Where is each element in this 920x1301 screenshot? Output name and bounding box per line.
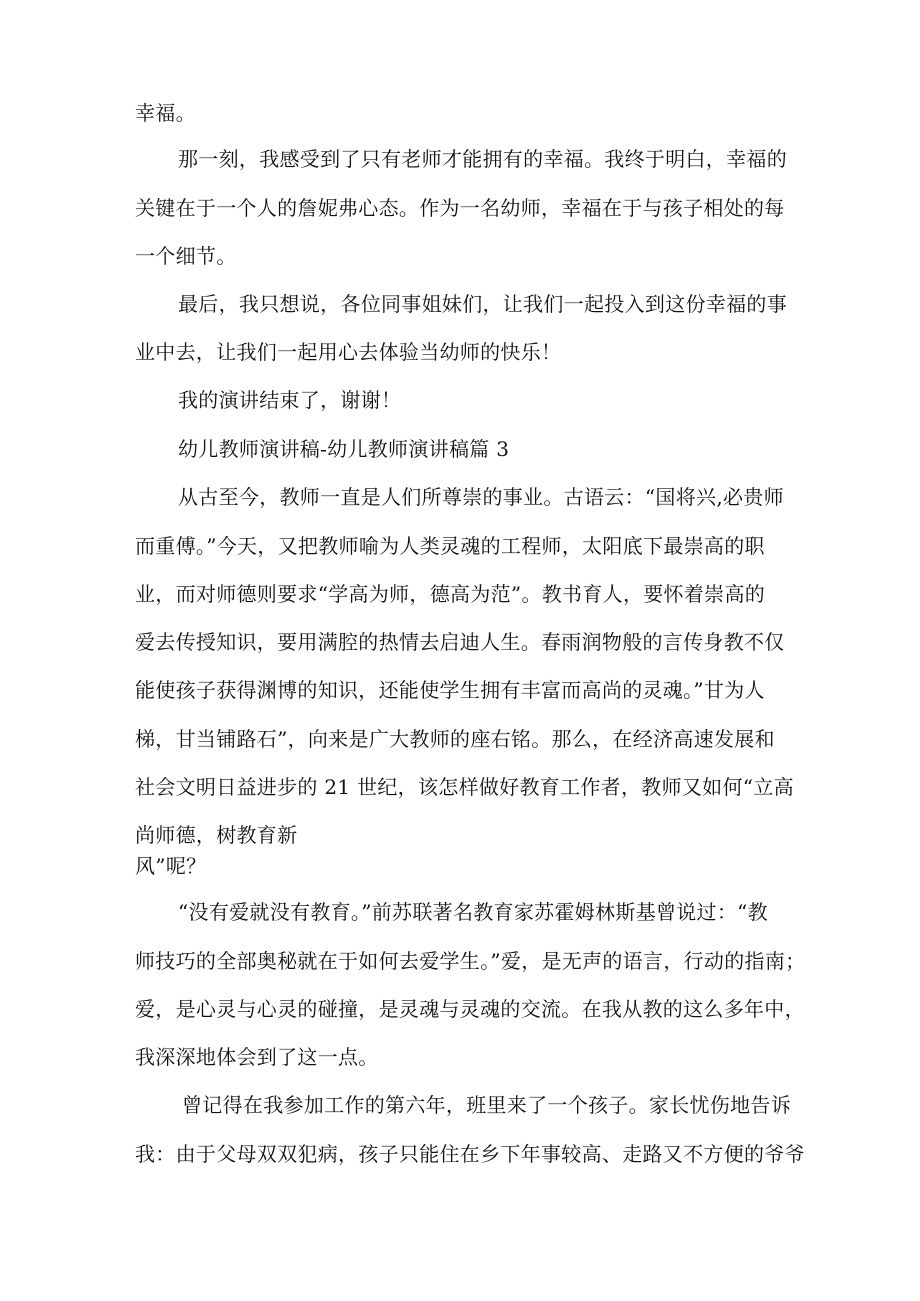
text-line: 尚师德，树教育新 [135, 823, 298, 847]
text-line: 而重傅。”今天，又把教师喻为人类灵魂的工程师，太阳底下最崇高的职 [135, 534, 765, 558]
text-line: 师技巧的全部奥秘就在于如何去爱学生。”爱，是无声的语言，行动的指南； [135, 949, 806, 973]
text-line: 梯，甘当铺路石”，向来是广大教师的座右铭。那么，在经济高速发展和 [135, 727, 775, 751]
text-line: 曾记得在我参加工作的第六年，班里来了一个孩子。家长忧伤地告诉 [182, 1093, 791, 1117]
text-line: 能使孩子获得渊博的知识，还能使学生拥有丰富而高尚的灵魂。”甘为人 [135, 678, 765, 702]
text-line: 业中去，让我们一起用心去体验当幼师的快乐！ [135, 340, 562, 364]
text-line: 最后，我只想说，各位同事姐妹们，让我们一起投入到这份幸福的事 [178, 292, 787, 316]
text-line: 爱，是心灵与心灵的碰撞，是灵魂与灵魂的交流。在我从教的这么多年中， [135, 997, 805, 1021]
text-line: 从古至今，教师一直是人们所尊崇的事业。古语云：“国将兴,必贵师 [178, 485, 784, 509]
text-line: 幸福。 [135, 101, 196, 125]
text-line: 我的演讲结束了，谢谢！ [178, 388, 402, 412]
section-heading: 幼儿教师演讲稿-幼儿教师演讲稿篇 3 [178, 437, 510, 461]
text-line: 社会文明日益进步的 21 世纪，该怎样做好教育工作者，教师又如何“立高 [135, 775, 794, 799]
text-line: 爱去传授知识，要用满腔的热情去启迪人生。春雨润物般的言传身教不仅 [135, 630, 785, 654]
text-line: “没有爱就没有教育。”前苏联著名教育家苏霍姆林斯基曾说过：“教 [178, 900, 768, 924]
text-line: 关键在于一个人的詹妮弗心态。作为一名幼师，幸福在于与孩子相处的每 [135, 196, 785, 220]
text-line: 风”呢？ [135, 854, 207, 878]
text-line: 我深深地体会到了这一点。 [135, 1045, 379, 1069]
text-line: 一个细节。 [135, 244, 237, 268]
text-line: 业，而对师德则要求“学高为师，德高为范”。教书育人，要怀着崇高的 [135, 582, 766, 606]
text-line: 那一刻，我感受到了只有老师才能拥有的幸福。我终于明白，幸福的 [178, 147, 787, 171]
text-line: 我：由于父母双双犯病，孩子只能住在乡下年事较高、走路又不方便的爷爷 [135, 1142, 805, 1166]
